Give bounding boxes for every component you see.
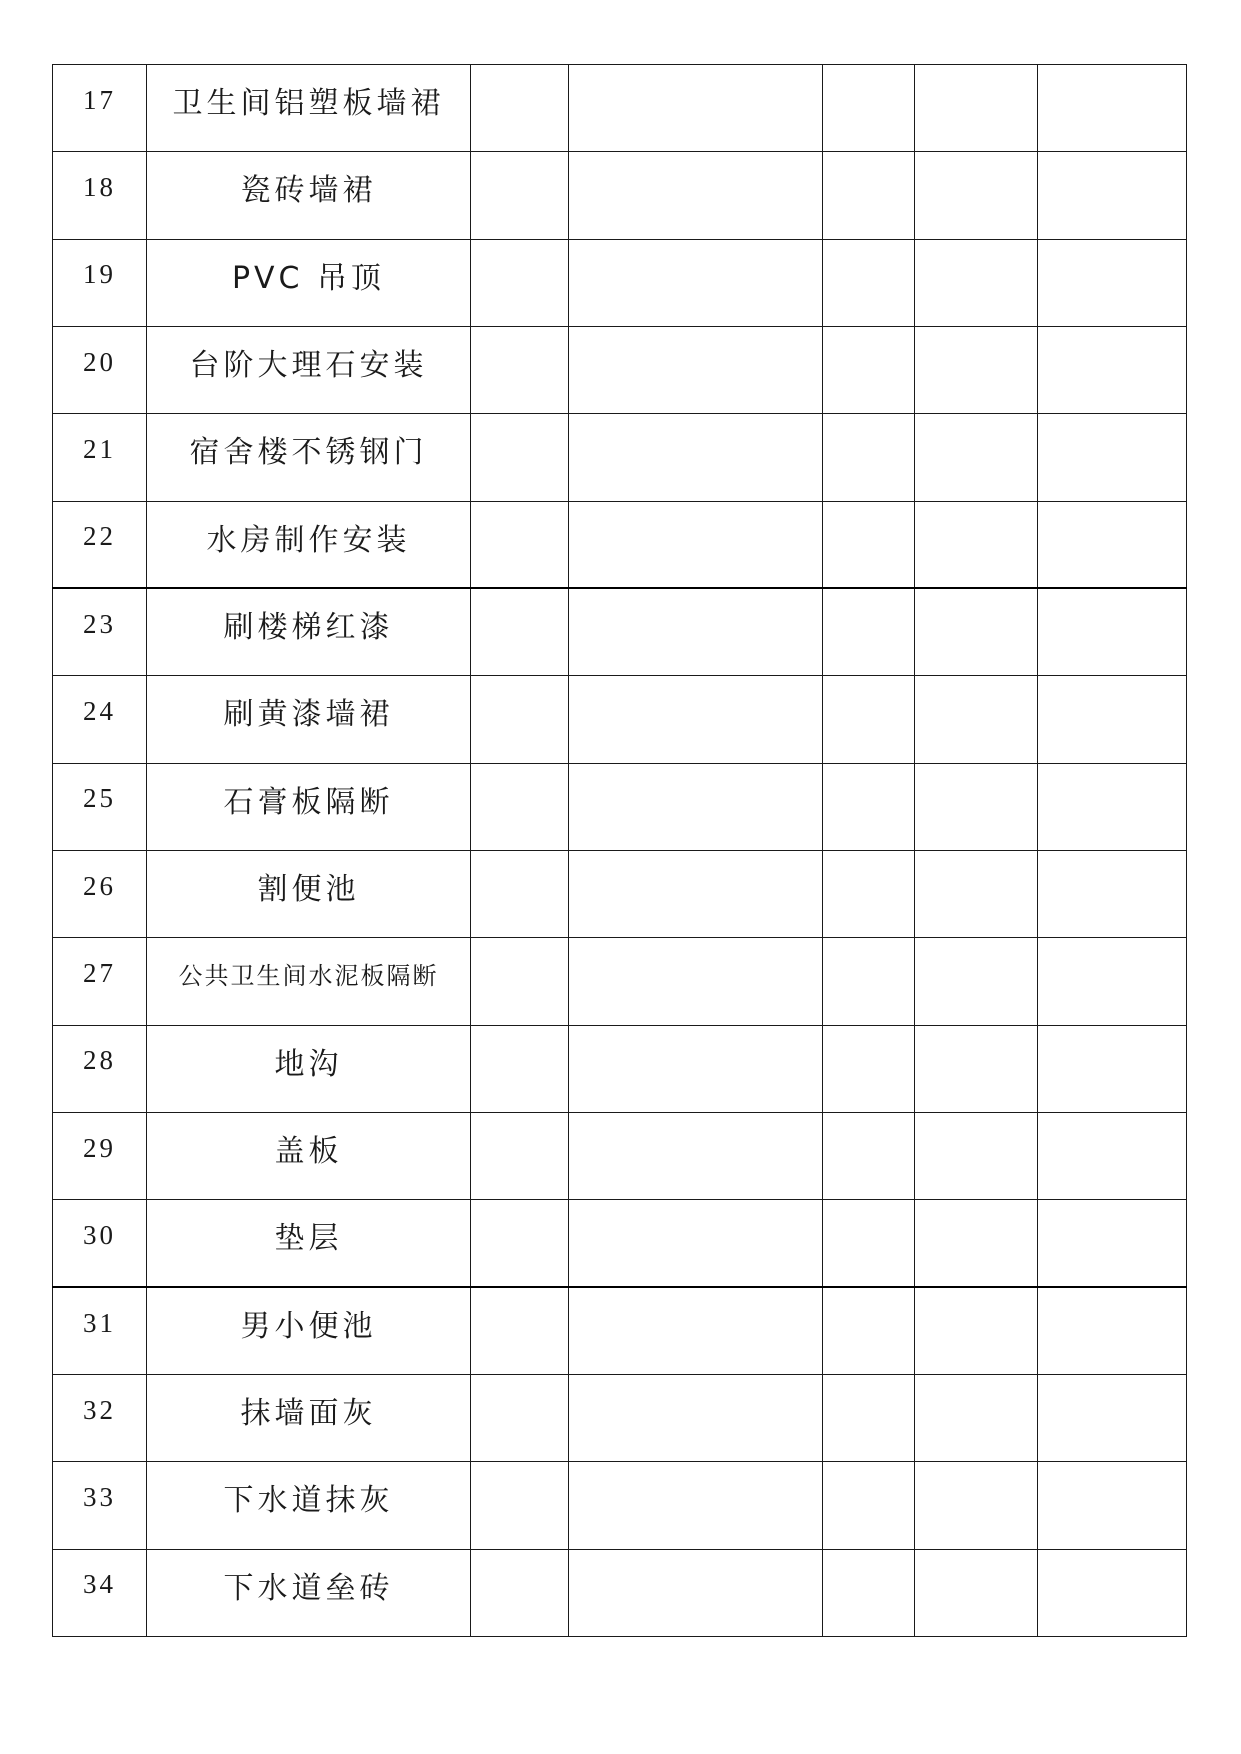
empty-cell [471, 676, 569, 763]
row-number: 32 [53, 1374, 147, 1461]
empty-cell [823, 1112, 915, 1199]
empty-cell [915, 1287, 1038, 1374]
empty-cell [915, 1025, 1038, 1112]
empty-cell [471, 1287, 569, 1374]
empty-cell [471, 1200, 569, 1287]
empty-cell [915, 65, 1038, 152]
empty-cell [823, 850, 915, 937]
empty-cell [1038, 1025, 1187, 1112]
empty-cell [1038, 1287, 1187, 1374]
empty-cell [569, 501, 823, 588]
empty-cell [569, 938, 823, 1025]
empty-cell [823, 326, 915, 413]
empty-cell [823, 1374, 915, 1461]
empty-cell [1038, 152, 1187, 239]
table-row [53, 152, 1187, 239]
empty-cell [569, 676, 823, 763]
item-name: 宿舍楼不锈钢门 [147, 414, 471, 501]
empty-cell [471, 414, 569, 501]
empty-cell [915, 152, 1038, 239]
empty-cell [569, 239, 823, 326]
empty-cell [915, 676, 1038, 763]
empty-cell [1038, 1374, 1187, 1461]
item-name: 下水道垒砖 [147, 1549, 471, 1636]
row-number: 24 [53, 676, 147, 763]
row-number: 34 [53, 1549, 147, 1636]
empty-cell [1038, 1200, 1187, 1287]
row-number: 25 [53, 763, 147, 850]
empty-cell [569, 850, 823, 937]
empty-cell [1038, 1462, 1187, 1549]
row-number: 17 [53, 65, 147, 152]
item-table [52, 64, 1187, 1637]
empty-cell [823, 65, 915, 152]
empty-cell [1038, 676, 1187, 763]
item-name: 地沟 [147, 1025, 471, 1112]
empty-cell [569, 326, 823, 413]
item-name: 刷楼梯红漆 [147, 588, 471, 675]
empty-cell [915, 1112, 1038, 1199]
empty-cell [1038, 1112, 1187, 1199]
item-name: PVC 吊顶 [147, 239, 471, 326]
empty-cell [823, 676, 915, 763]
row-number: 31 [53, 1287, 147, 1374]
empty-cell [569, 1462, 823, 1549]
item-name: 卫生间铝塑板墙裙 [147, 65, 471, 152]
table-row [53, 676, 1187, 763]
item-name: 石膏板隔断 [147, 763, 471, 850]
table-row [53, 938, 1187, 1025]
empty-cell [471, 65, 569, 152]
empty-cell [569, 1549, 823, 1636]
empty-cell [823, 1462, 915, 1549]
item-name: 台阶大理石安装 [147, 326, 471, 413]
empty-cell [915, 850, 1038, 937]
table-row [53, 239, 1187, 326]
empty-cell [823, 239, 915, 326]
table-row [53, 1112, 1187, 1199]
empty-cell [569, 1025, 823, 1112]
empty-cell [915, 1462, 1038, 1549]
empty-cell [471, 763, 569, 850]
empty-cell [471, 588, 569, 675]
item-name: 公共卫生间水泥板隔断 [147, 938, 471, 1025]
empty-cell [823, 414, 915, 501]
table-row [53, 850, 1187, 937]
row-number: 28 [53, 1025, 147, 1112]
empty-cell [915, 1374, 1038, 1461]
empty-cell [569, 414, 823, 501]
empty-cell [915, 239, 1038, 326]
empty-cell [823, 1287, 915, 1374]
row-number: 18 [53, 152, 147, 239]
item-name: 瓷砖墙裙 [147, 152, 471, 239]
table-row [53, 414, 1187, 501]
empty-cell [471, 1112, 569, 1199]
item-name: 垫层 [147, 1200, 471, 1287]
item-name: 刷黄漆墙裙 [147, 676, 471, 763]
table-body [53, 65, 1187, 1637]
table-row [53, 763, 1187, 850]
empty-cell [915, 1549, 1038, 1636]
table-row [53, 1200, 1187, 1287]
empty-cell [1038, 239, 1187, 326]
empty-cell [569, 65, 823, 152]
empty-cell [471, 1462, 569, 1549]
empty-cell [569, 588, 823, 675]
table-row [53, 326, 1187, 413]
empty-cell [471, 850, 569, 937]
empty-cell [915, 326, 1038, 413]
row-number: 20 [53, 326, 147, 413]
empty-cell [471, 938, 569, 1025]
empty-cell [823, 501, 915, 588]
row-number: 30 [53, 1200, 147, 1287]
empty-cell [1038, 326, 1187, 413]
row-number: 21 [53, 414, 147, 501]
empty-cell [471, 326, 569, 413]
empty-cell [569, 1287, 823, 1374]
empty-cell [569, 152, 823, 239]
row-number: 19 [53, 239, 147, 326]
empty-cell [471, 1549, 569, 1636]
empty-cell [823, 938, 915, 1025]
row-number: 33 [53, 1462, 147, 1549]
empty-cell [471, 1025, 569, 1112]
empty-cell [915, 588, 1038, 675]
empty-cell [1038, 850, 1187, 937]
table-row [53, 501, 1187, 588]
item-name: 下水道抹灰 [147, 1462, 471, 1549]
empty-cell [823, 588, 915, 675]
empty-cell [1038, 65, 1187, 152]
empty-cell [569, 1374, 823, 1461]
table-row [53, 1287, 1187, 1374]
row-number: 22 [53, 501, 147, 588]
empty-cell [569, 763, 823, 850]
empty-cell [471, 239, 569, 326]
empty-cell [1038, 1549, 1187, 1636]
row-number: 27 [53, 938, 147, 1025]
empty-cell [1038, 501, 1187, 588]
empty-cell [1038, 588, 1187, 675]
empty-cell [823, 152, 915, 239]
empty-cell [823, 763, 915, 850]
empty-cell [823, 1200, 915, 1287]
empty-cell [915, 938, 1038, 1025]
item-name: 盖板 [147, 1112, 471, 1199]
item-name: 割便池 [147, 850, 471, 937]
empty-cell [823, 1025, 915, 1112]
empty-cell [1038, 938, 1187, 1025]
row-number: 29 [53, 1112, 147, 1199]
item-name: 男小便池 [147, 1287, 471, 1374]
empty-cell [569, 1112, 823, 1199]
item-name: 抹墙面灰 [147, 1374, 471, 1461]
table-row [53, 1374, 1187, 1461]
empty-cell [915, 414, 1038, 501]
empty-cell [471, 501, 569, 588]
row-number: 23 [53, 588, 147, 675]
table-row [53, 1549, 1187, 1636]
table-row [53, 1462, 1187, 1549]
empty-cell [915, 1200, 1038, 1287]
row-number: 26 [53, 850, 147, 937]
empty-cell [569, 1200, 823, 1287]
empty-cell [915, 763, 1038, 850]
table-row [53, 65, 1187, 152]
empty-cell [823, 1549, 915, 1636]
empty-cell [471, 152, 569, 239]
table-row [53, 588, 1187, 675]
item-name: 水房制作安装 [147, 501, 471, 588]
empty-cell [915, 501, 1038, 588]
empty-cell [1038, 414, 1187, 501]
empty-cell [1038, 763, 1187, 850]
table-row [53, 1025, 1187, 1112]
empty-cell [471, 1374, 569, 1461]
